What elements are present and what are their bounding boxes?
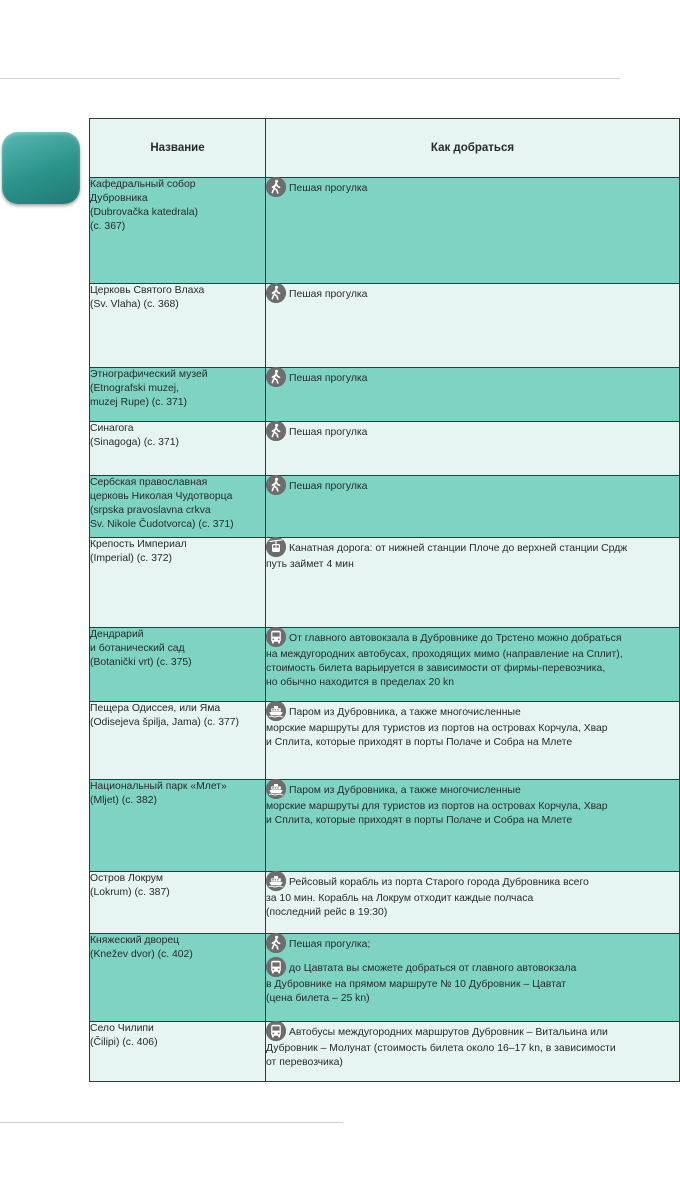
directions-line: стоимость билета варьируется в зависимости от фирмы-перевозчика, bbox=[266, 663, 606, 674]
sight-name-line: (srpska pravoslavna crkva bbox=[90, 505, 211, 516]
sight-name-cell bbox=[90, 368, 266, 422]
sight-name-cell bbox=[90, 934, 266, 1022]
table-row bbox=[90, 702, 680, 780]
directions-text: Рейсовый корабль из порта Старого города Дубровника всего bbox=[289, 876, 589, 888]
sight-name-cell bbox=[90, 702, 266, 780]
sight-name-line: Sv. Nikole Čudotvorca) (с. 371) bbox=[90, 519, 234, 530]
walk-icon bbox=[266, 177, 286, 197]
sight-name-line: Этнографический музей bbox=[90, 369, 208, 380]
directions-first-line bbox=[266, 284, 679, 304]
sight-name-line: Крепость Империал bbox=[90, 539, 187, 550]
sight-name-line: (Lokrum) (с. 387) bbox=[90, 887, 170, 898]
directions-cell bbox=[266, 780, 680, 872]
directions-text: Пешая прогулка bbox=[289, 426, 368, 438]
sight-name-line: Синагога bbox=[90, 423, 134, 434]
sight-name-cell bbox=[90, 422, 266, 476]
walk-icon bbox=[266, 933, 286, 953]
bus-icon bbox=[266, 627, 286, 647]
directions-text: Пешая прогулка; bbox=[289, 938, 371, 950]
table-row bbox=[90, 628, 680, 702]
directions-text: Пешая прогулка bbox=[289, 288, 368, 300]
sight-name-line: Кафедральный собор bbox=[90, 179, 196, 190]
sight-name-line: Княжеский дворец bbox=[90, 935, 180, 946]
directions-cell bbox=[266, 872, 680, 934]
directions-line: (последний рейс в 19:30) bbox=[266, 907, 388, 918]
directions-text: Паром из Дубровника, а также многочисленные bbox=[289, 784, 521, 796]
ferry-icon bbox=[266, 779, 286, 799]
sight-name-line: Сербская православная bbox=[90, 477, 208, 488]
directions-cell bbox=[266, 538, 680, 628]
directions-line: (цена билета – 25 kn) bbox=[266, 993, 370, 1004]
ferry-icon bbox=[266, 871, 286, 891]
walk-icon bbox=[266, 367, 286, 387]
table-row bbox=[90, 178, 680, 284]
sight-name-cell bbox=[90, 476, 266, 538]
sight-name-line: Национальный парк «Млет» bbox=[90, 781, 227, 792]
sight-name-line: Дендрарий bbox=[90, 629, 144, 640]
directions-text: От главного автовокзала в Дубровнике до Трстено можно добраться bbox=[289, 632, 622, 644]
directions-cell bbox=[266, 476, 680, 538]
directions-line: и Сплита, которые приходят в порты Полаче и Собра на Млете bbox=[266, 815, 573, 826]
directions-text: Пешая прогулка bbox=[289, 372, 368, 384]
sight-name-cell bbox=[90, 872, 266, 934]
walk-icon bbox=[266, 475, 286, 495]
table-row bbox=[90, 476, 680, 538]
table-row bbox=[90, 422, 680, 476]
directions-cell bbox=[266, 1022, 680, 1082]
directions-cell bbox=[266, 422, 680, 476]
sight-name-line: и ботанический сад bbox=[90, 643, 185, 654]
sight-name-line: Остров Локрум bbox=[90, 873, 164, 884]
directions-first-line bbox=[266, 934, 679, 954]
directions-first-line bbox=[266, 538, 679, 558]
table-row bbox=[90, 872, 680, 934]
sight-name-cell bbox=[90, 538, 266, 628]
sight-name-line: (Botanički vrt) (с. 375) bbox=[90, 657, 192, 668]
table-row bbox=[90, 368, 680, 422]
directions-line: морские маршруты для туристов из портов на островах Корчула, Хвар bbox=[266, 723, 608, 734]
directions-cell bbox=[266, 702, 680, 780]
directions-first-line bbox=[266, 780, 679, 800]
sight-name-line: (Sinagoga) (с. 371) bbox=[90, 437, 179, 448]
sight-name-cell bbox=[90, 628, 266, 702]
sight-name-line: (Odisejeva špilja, Jama) (с. 377) bbox=[90, 717, 239, 728]
directions-first-line bbox=[266, 702, 679, 722]
ferry-icon bbox=[266, 701, 286, 721]
table-row bbox=[90, 284, 680, 368]
directions-text: Автобусы междугородних маршрутов Дубровник – Витальина или bbox=[289, 1026, 608, 1038]
directions-first-line bbox=[266, 178, 679, 198]
directions-text: Пешая прогулка bbox=[289, 182, 368, 194]
sight-name-cell bbox=[90, 1022, 266, 1082]
sight-name-line: (Dubrovačka katedrala) bbox=[90, 207, 198, 218]
header-how: Как добраться bbox=[266, 119, 680, 178]
sight-name-line: (с. 367) bbox=[90, 221, 126, 232]
sight-name-line: (Mljet) (с. 382) bbox=[90, 795, 157, 806]
top-rule bbox=[0, 78, 620, 79]
sight-name-line: (Etnografski muzej, bbox=[90, 383, 179, 394]
sight-name-line: (Knežev dvor) (с. 402) bbox=[90, 949, 193, 960]
directions-cell bbox=[266, 628, 680, 702]
directions-text: до Цавтата вы сможете добраться от главного автовокзала bbox=[289, 962, 577, 974]
directions-line: в Дубровнике на прямом маршруте № 10 Дубровник – Цавтат bbox=[266, 979, 567, 990]
cable-car-icon bbox=[266, 537, 286, 557]
directions-text: Паром из Дубровника, а также многочисленные bbox=[289, 706, 521, 718]
chapter-tab bbox=[2, 132, 80, 204]
bottom-rule bbox=[0, 1122, 343, 1123]
walk-icon bbox=[266, 283, 286, 303]
sight-name-line: церковь Николая Чудотворца bbox=[90, 491, 233, 502]
directions-line: от перевозчика) bbox=[266, 1057, 343, 1068]
directions-line: но обычно находится в пределах 20 kn bbox=[266, 677, 454, 688]
table-row bbox=[90, 538, 680, 628]
directions-line: путь займет 4 мин bbox=[266, 559, 354, 570]
walk-icon bbox=[266, 421, 286, 441]
table-row bbox=[90, 934, 680, 1022]
sight-name-line: (Sv. Vlaha) (с. 368) bbox=[90, 299, 179, 310]
sight-name-line: (Imperial) (с. 372) bbox=[90, 553, 172, 564]
directions-cell bbox=[266, 368, 680, 422]
bus-icon bbox=[266, 1021, 286, 1041]
directions-first-line bbox=[266, 872, 679, 892]
sight-name-cell bbox=[90, 780, 266, 872]
directions-text: Канатная дорога: от нижней станции Плоче до верхней станции Срдж bbox=[289, 542, 628, 554]
directions-first-line bbox=[266, 368, 679, 388]
directions-line: за 10 мин. Корабль на Локрум отходит каждые полчаса bbox=[266, 893, 534, 904]
bus-icon bbox=[266, 957, 286, 977]
sight-name-line: Село Чилипи bbox=[90, 1023, 154, 1034]
directions-line: и Сплита, которые приходят в порты Полаче и Собра на Млете bbox=[266, 737, 573, 748]
directions-first-line bbox=[266, 628, 679, 648]
directions-first-line bbox=[266, 1022, 679, 1042]
directions-line: морские маршруты для туристов из портов на островах Корчула, Хвар bbox=[266, 801, 608, 812]
directions-text: Пешая прогулка bbox=[289, 480, 368, 492]
sight-name-cell bbox=[90, 284, 266, 368]
sight-name-line: muzej Rupe) (с. 371) bbox=[90, 397, 188, 408]
directions-line: на междугородних автобусах, проходящих мимо (направление на Сплит), bbox=[266, 649, 623, 660]
directions-line: Дубровник – Молунат (стоимость билета около 16–17 kn, в зависимости bbox=[266, 1043, 616, 1054]
directions-first-line bbox=[266, 476, 679, 496]
sight-name-line: Дубровника bbox=[90, 193, 148, 204]
sight-name-line: Пещера Одиссея, или Яма bbox=[90, 703, 221, 714]
header-name: Название bbox=[90, 119, 266, 178]
directions-cell bbox=[266, 284, 680, 368]
sight-name-line: (Čilipi) (с. 406) bbox=[90, 1037, 158, 1048]
directions-cell bbox=[266, 934, 680, 1022]
directions-cell bbox=[266, 178, 680, 284]
table-row bbox=[90, 780, 680, 872]
sights-table bbox=[89, 118, 680, 1082]
sight-name-cell bbox=[90, 178, 266, 284]
sight-name-line: Церковь Святого Влаха bbox=[90, 285, 205, 296]
directions-first-line bbox=[266, 422, 679, 442]
directions-second-line bbox=[266, 958, 679, 978]
table-row bbox=[90, 1022, 680, 1082]
